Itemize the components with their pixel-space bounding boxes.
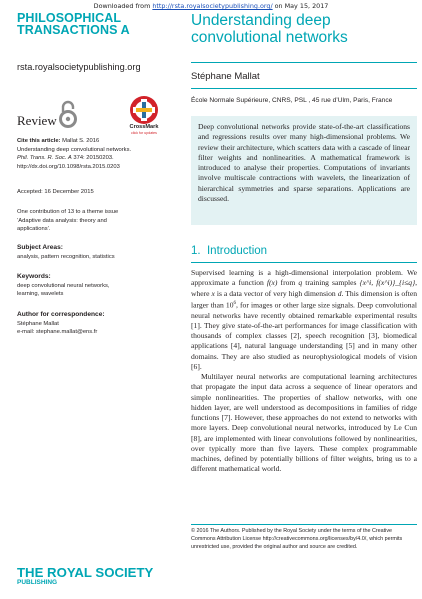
- article-type: Review: [17, 113, 57, 128]
- publisher-sub: PUBLISHING: [17, 579, 58, 586]
- open-access-icon: [57, 100, 79, 128]
- cite-journal: Phil. Trans. R. Soc. A: [17, 155, 72, 161]
- paragraph-2: Multilayer neural networks are computational learning architectures that propagate the input data across a sequence of linear operators and simple nonlinearities. The properties of shallow networks, with one hidden layer, are well understood as decompositions in families of ridge functions [7]. However, these approaches do not extend to networks with more layers. Deep convolutional neural networks, introduced by Le Cun [8], are implemented with linear convolutions followed by nonlinearities, over typically more than five layers. These complex programmable machines, defined by potentially billions of filter weights, bring us to a different mathematical world.: [191, 372, 417, 474]
- download-notice: Downloaded from http://rsta.royalsocietypublishing.org/ on May 15, 2017: [93, 2, 329, 10]
- paragraph-1: Supervised learning is a high-dimensional interpolation problem. We approximate a function f(x) from q training samples {x^i, f(x^i)}_{i≤q}, where x is a data vector of very high dimension d. This dimension is often larger than $10^6$, for images or other large size signals. Deep convolutional neural networks have recently obtained remarkable experimental results [1]. They give state-of-the-art performances for image classification with thousands of complex classes [2], speech recognition [3], biomedical applications [4], natural language understanding [5] and in many other domains. They are also studied as neurophysiological models of vision [6].: [191, 268, 418, 371]
- journal-name-line1: PHILOSOPHICAL: [17, 11, 122, 25]
- journal-name: [17, 12, 130, 36]
- accepted-date: Accepted: 16 December 2015: [17, 189, 94, 195]
- citation-block: Cite this article: Mallat S. 2016 Understanding deep convolutional networks. Phil. Trans. R. Soc. A 374: 20150203. http://dx.doi.org/10.1098/rsta.2015.0203: [17, 138, 132, 170]
- license-rule: [191, 524, 417, 525]
- body-text: [191, 268, 417, 475]
- subject-heading: Subject Areas:: [17, 244, 63, 251]
- journal-site: rsta.royalsocietypublishing.org: [17, 62, 141, 72]
- correspondence-heading: Author for correspondence:: [17, 311, 105, 318]
- journal-name-line2: TRANSACTIONS A: [17, 23, 130, 37]
- abstract-box: Deep convolutional networks provide state-of-the-art classifications and regressions results over many high-dimensional problems. We review their architecture, which scatters data with a cascade of linear filter weights and nonlinearities. A mathematical framework is introduced to analyse their properties. Computations of invariants involve multiscale contractions with wavelets, the linearization of hierarchical symmetries and sparse separations. Applications are discussed.: [191, 116, 417, 225]
- crossmark-icon[interactable]: [126, 94, 162, 134]
- section-title: Introduction: [206, 245, 268, 257]
- article-title: [191, 12, 416, 46]
- email-link[interactable]: stephane.mallat@ens.fr: [36, 329, 98, 335]
- license-notice: © 2016 The Authors. Published by the Royal Society under the terms of the Creative Commons Attribution License http://creativecommons.org/licenses/by/4.0/, which permits unrestricted use, provided the original author and source are credited.: [191, 528, 403, 551]
- title-rule: [191, 62, 417, 63]
- affiliation: École Normale Supérieure, CNRS, PSL , 45 rue d’Ulm, Paris, France: [191, 97, 393, 104]
- publisher-name: THE ROYAL SOCIETY: [17, 565, 154, 580]
- title-line2: convolutional networks: [191, 29, 348, 46]
- author-name: Stéphane Mallat: [191, 71, 260, 82]
- download-url-link[interactable]: http://rsta.royalsocietypublishing.org/: [152, 2, 273, 10]
- doi-link[interactable]: http://dx.doi.org/10.1098/rsta.2015.0203: [17, 163, 120, 170]
- crossmark-label: CrossMark: [129, 124, 159, 130]
- title-line1: Understanding deep: [191, 12, 331, 29]
- cite-label: Cite this article:: [17, 138, 61, 144]
- keywords-heading: Keywords:: [17, 273, 51, 280]
- subject-areas: Subject Areas: analysis, pattern recognition, statistics: [17, 244, 167, 261]
- section-heading: [191, 245, 267, 257]
- author-rule: [191, 88, 417, 89]
- correspondence: Author for correspondence: Stéphane Mallat e-mail: stephane.mallat@ens.fr: [17, 311, 167, 337]
- section-number: 1.: [191, 245, 201, 257]
- keywords: Keywords: deep convolutional neural networks, learning, wavelets: [17, 273, 167, 299]
- section-rule: [191, 262, 417, 263]
- crossmark-sublabel: click for updates: [131, 131, 157, 135]
- theme-issue-note: One contribution of 13 to a theme issue ‘Adaptive data analysis: theory and applications’.: [17, 209, 119, 232]
- license-link[interactable]: http://creativecommons.org/licenses/by/4.0/: [262, 536, 367, 543]
